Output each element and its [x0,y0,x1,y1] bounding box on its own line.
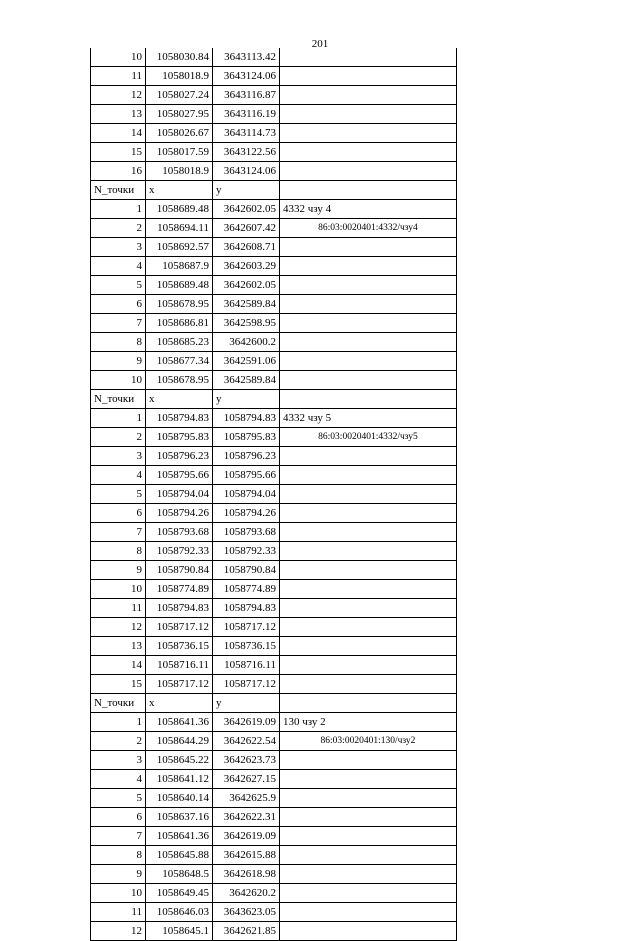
table-row [91,542,457,561]
cell-y: 3642618.98 [213,865,280,884]
cell-x: 1058794.26 [146,504,213,523]
cell-point-number: 7 [91,314,146,333]
table-row [91,846,457,865]
table-header-row [91,390,457,409]
cell-note [280,143,457,162]
column-header-point-number: N_точки [91,694,146,713]
cell-y: 3643623.05 [213,903,280,922]
cell-note [280,675,457,694]
cell-point-number: 2 [91,219,146,238]
cell-point-number: 10 [91,580,146,599]
cell-x: 1058790.84 [146,561,213,580]
cell-y: 3643113.42 [213,48,280,67]
cell-note [280,580,457,599]
cell-note: 86:03:0020401:4332/чзу4 [280,219,457,238]
table-row [91,523,457,542]
cell-x: 1058793.68 [146,523,213,542]
cell-x: 1058794.04 [146,485,213,504]
cell-x: 1058795.83 [146,428,213,447]
cell-point-number: 6 [91,808,146,827]
cell-point-number: 3 [91,238,146,257]
cell-x: 1058678.95 [146,295,213,314]
cell-point-number: 5 [91,276,146,295]
cell-note: 4332 чзу 4 [280,200,457,219]
cell-y: 3642619.09 [213,713,280,732]
cell-y: 1058794.83 [213,409,280,428]
cell-y: 1058795.83 [213,428,280,447]
cell-y: 3642602.05 [213,200,280,219]
cell-x: 1058795.66 [146,466,213,485]
cell-note [280,124,457,143]
cell-x: 1058026.67 [146,124,213,143]
cell-y: 3642598.95 [213,314,280,333]
cell-x: 1058645.1 [146,922,213,941]
cell-note [280,542,457,561]
cell-note: 4332 чзу 5 [280,409,457,428]
cell-note [280,276,457,295]
column-header-point-number: N_точки [91,390,146,409]
cell-point-number: 14 [91,656,146,675]
cell-point-number: 4 [91,466,146,485]
cell-x: 1058716.11 [146,656,213,675]
cell-note [280,751,457,770]
cell-x: 1058645.88 [146,846,213,865]
cell-note [280,352,457,371]
cell-note [280,390,457,409]
cell-y: 1058794.04 [213,485,280,504]
cell-y: 3642627.15 [213,770,280,789]
table-row [91,162,457,181]
cell-point-number: 11 [91,903,146,922]
cell-note [280,827,457,846]
cell-x: 1058792.33 [146,542,213,561]
cell-note: 130 чзу 2 [280,713,457,732]
cell-point-number: 7 [91,523,146,542]
cell-y: 3642623.73 [213,751,280,770]
cell-note [280,295,457,314]
cell-note: 86:03:0020401:130/чзу2 [280,732,457,751]
cell-y: 1058794.26 [213,504,280,523]
cell-point-number: 15 [91,143,146,162]
column-header-y: y [213,694,280,713]
table-row [91,789,457,808]
cell-note [280,770,457,789]
table-row [91,656,457,675]
table-row [91,200,457,219]
cell-x: 1058689.48 [146,276,213,295]
table-row [91,428,457,447]
table-row [91,865,457,884]
cell-note [280,789,457,808]
cell-x: 1058637.16 [146,808,213,827]
table-row [91,352,457,371]
table-row [91,238,457,257]
table-row [91,276,457,295]
table-row [91,561,457,580]
cell-note [280,656,457,675]
cell-note [280,865,457,884]
cell-note [280,694,457,713]
cell-note [280,314,457,333]
table-row [91,371,457,390]
table-row [91,86,457,105]
cell-point-number: 15 [91,675,146,694]
table-row [91,219,457,238]
cell-note [280,105,457,124]
cell-y: 3642589.84 [213,371,280,390]
cell-y: 3642620.2 [213,884,280,903]
table-row [91,485,457,504]
cell-note [280,618,457,637]
table-row [91,599,457,618]
cell-point-number: 16 [91,162,146,181]
cell-y: 3643114.73 [213,124,280,143]
cell-x: 1058717.12 [146,675,213,694]
cell-point-number: 8 [91,846,146,865]
cell-note [280,371,457,390]
table-row [91,295,457,314]
column-header-x: x [146,390,213,409]
cell-x: 1058644.29 [146,732,213,751]
cell-point-number: 4 [91,770,146,789]
table-row [91,409,457,428]
cell-point-number: 5 [91,789,146,808]
cell-y: 3642589.84 [213,295,280,314]
cell-note [280,846,457,865]
cell-point-number: 3 [91,751,146,770]
cell-point-number: 5 [91,485,146,504]
cell-point-number: 12 [91,86,146,105]
cell-y: 1058790.84 [213,561,280,580]
cell-note [280,333,457,352]
cell-note [280,637,457,656]
table-row [91,903,457,922]
cell-point-number: 11 [91,67,146,86]
cell-point-number: 1 [91,713,146,732]
table-row [91,143,457,162]
cell-y: 3642615.88 [213,846,280,865]
cell-y: 3643124.06 [213,162,280,181]
table-row [91,618,457,637]
cell-point-number: 9 [91,865,146,884]
cell-y: 1058795.66 [213,466,280,485]
cell-point-number: 2 [91,428,146,447]
cell-note [280,884,457,903]
table-row [91,827,457,846]
cell-y: 3642622.54 [213,732,280,751]
coordinates-table-body [91,48,457,941]
table-row [91,675,457,694]
table-row [91,713,457,732]
cell-note [280,257,457,276]
table-row [91,48,457,67]
cell-y: 1058717.12 [213,675,280,694]
cell-point-number: 13 [91,637,146,656]
cell-x: 1058649.45 [146,884,213,903]
table-header-row [91,181,457,200]
cell-y: 3643116.87 [213,86,280,105]
cell-x: 1058646.03 [146,903,213,922]
cell-x: 1058692.57 [146,238,213,257]
cell-note [280,808,457,827]
cell-point-number: 7 [91,827,146,846]
cell-x: 1058689.48 [146,200,213,219]
cell-note [280,181,457,200]
cell-point-number: 10 [91,371,146,390]
cell-y: 1058716.11 [213,656,280,675]
cell-y: 1058794.83 [213,599,280,618]
cell-x: 1058685.23 [146,333,213,352]
cell-note [280,599,457,618]
cell-point-number: 6 [91,295,146,314]
column-header-x: x [146,181,213,200]
cell-point-number: 10 [91,884,146,903]
cell-point-number: 1 [91,200,146,219]
cell-note [280,162,457,181]
table-row [91,124,457,143]
cell-note [280,504,457,523]
table-row [91,105,457,124]
cell-note [280,561,457,580]
cell-note [280,86,457,105]
table-row [91,884,457,903]
cell-y: 3642607.42 [213,219,280,238]
cell-x: 1058018.9 [146,162,213,181]
cell-y: 3642625.9 [213,789,280,808]
cell-x: 1058677.34 [146,352,213,371]
table-row [91,637,457,656]
cell-note [280,466,457,485]
cell-x: 1058774.89 [146,580,213,599]
cell-note [280,48,457,67]
cell-point-number: 12 [91,922,146,941]
cell-y: 1058793.68 [213,523,280,542]
column-header-point-number: N_точки [91,181,146,200]
cell-y: 1058717.12 [213,618,280,637]
cell-note: 86:03:0020401:4332/чзу5 [280,428,457,447]
table-row [91,466,457,485]
table-row [91,314,457,333]
table-row [91,751,457,770]
table-row [91,333,457,352]
cell-y: 3642608.71 [213,238,280,257]
coordinates-table [90,48,457,941]
cell-y: 3643122.56 [213,143,280,162]
table-row [91,257,457,276]
cell-x: 1058736.15 [146,637,213,656]
table-row [91,580,457,599]
cell-x: 1058641.36 [146,713,213,732]
table-row [91,447,457,466]
cell-x: 1058027.95 [146,105,213,124]
cell-x: 1058686.81 [146,314,213,333]
cell-y: 3642602.05 [213,276,280,295]
column-header-y: y [213,181,280,200]
cell-x: 1058030.84 [146,48,213,67]
cell-y: 3642600.2 [213,333,280,352]
cell-y: 3642622.31 [213,808,280,827]
cell-point-number: 1 [91,409,146,428]
table-row [91,770,457,789]
cell-x: 1058678.95 [146,371,213,390]
cell-note [280,903,457,922]
cell-y: 3642619.09 [213,827,280,846]
cell-y: 1058736.15 [213,637,280,656]
cell-x: 1058648.5 [146,865,213,884]
table-header-row [91,694,457,713]
cell-point-number: 9 [91,352,146,371]
cell-point-number: 13 [91,105,146,124]
cell-note [280,447,457,466]
cell-x: 1058717.12 [146,618,213,637]
cell-note [280,238,457,257]
cell-y: 3643124.06 [213,67,280,86]
cell-point-number: 3 [91,447,146,466]
table-row [91,922,457,941]
cell-point-number: 11 [91,599,146,618]
cell-y: 1058774.89 [213,580,280,599]
cell-x: 1058794.83 [146,599,213,618]
cell-y: 3642603.29 [213,257,280,276]
cell-y: 3643116.19 [213,105,280,124]
column-header-x: x [146,694,213,713]
cell-point-number: 9 [91,561,146,580]
cell-x: 1058641.36 [146,827,213,846]
cell-point-number: 14 [91,124,146,143]
cell-x: 1058641.12 [146,770,213,789]
cell-point-number: 6 [91,504,146,523]
cell-x: 1058027.24 [146,86,213,105]
table-row [91,504,457,523]
cell-x: 1058017.59 [146,143,213,162]
cell-point-number: 10 [91,48,146,67]
cell-y: 3642621.85 [213,922,280,941]
cell-x: 1058796.23 [146,447,213,466]
cell-y: 3642591.06 [213,352,280,371]
cell-y: 1058796.23 [213,447,280,466]
cell-x: 1058687.9 [146,257,213,276]
cell-note [280,67,457,86]
page-number: 201 [311,38,329,50]
table-row [91,732,457,751]
cell-point-number: 12 [91,618,146,637]
cell-note [280,523,457,542]
cell-x: 1058694.11 [146,219,213,238]
cell-point-number: 8 [91,542,146,561]
cell-x: 1058640.14 [146,789,213,808]
cell-point-number: 8 [91,333,146,352]
cell-x: 1058645.22 [146,751,213,770]
cell-x: 1058018.9 [146,67,213,86]
cell-x: 1058794.83 [146,409,213,428]
cell-note [280,485,457,504]
column-header-y: y [213,390,280,409]
cell-point-number: 2 [91,732,146,751]
cell-note [280,922,457,941]
table-row [91,808,457,827]
cell-y: 1058792.33 [213,542,280,561]
cell-point-number: 4 [91,257,146,276]
table-row [91,67,457,86]
